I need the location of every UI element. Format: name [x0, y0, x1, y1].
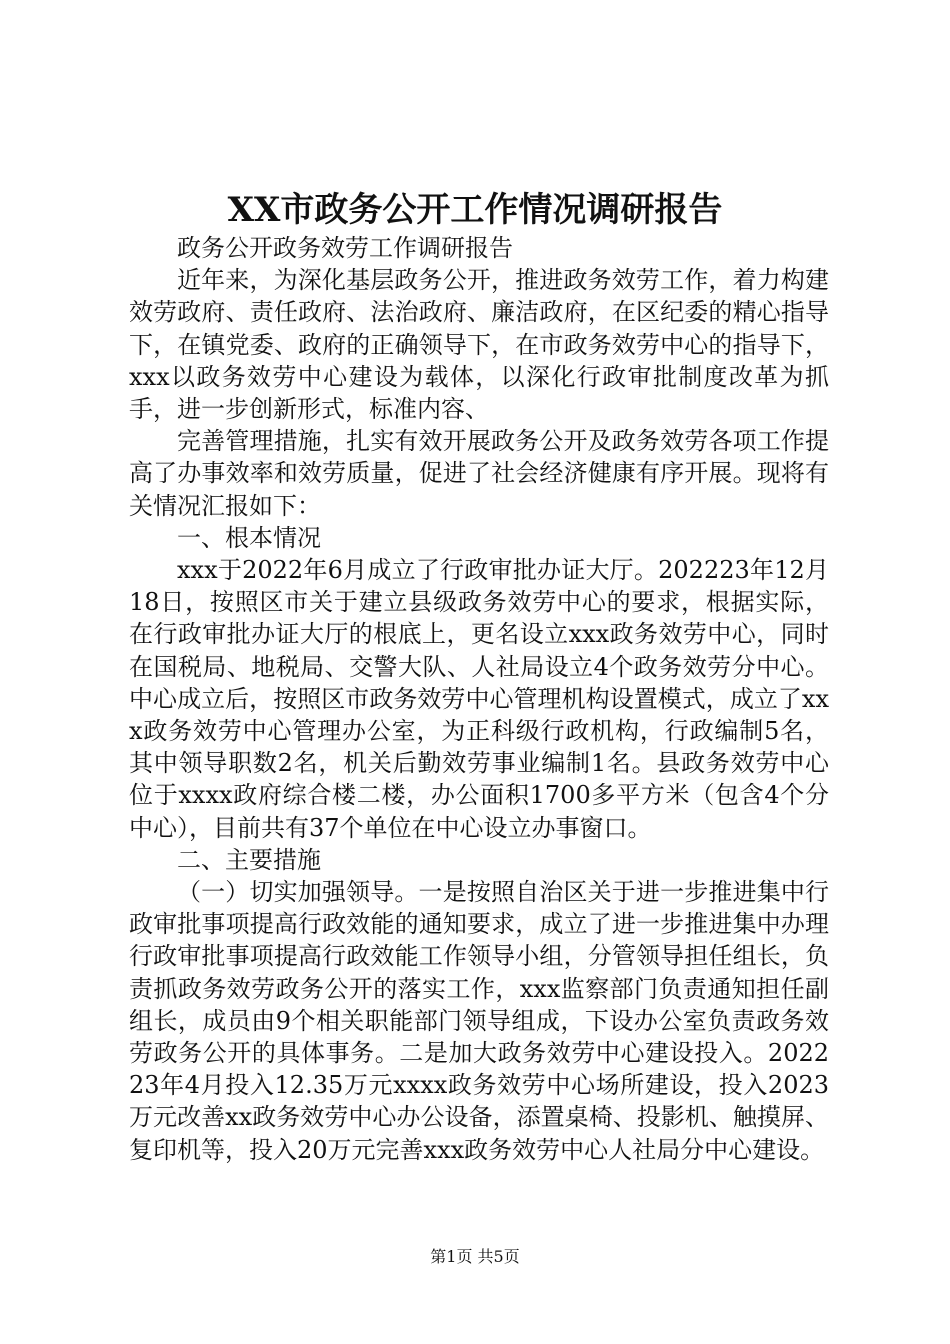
page-footer: 第1页 共5页	[430, 1247, 520, 1266]
section-heading-measures: 二、主要措施	[177, 845, 321, 874]
section-heading-basic: 一、根本情况	[177, 523, 321, 552]
paragraph-measures: （一）切实加强领导。一是按照自治区关于进一步推进集中行政审批事项提高行政效能的通知要求，成立了进一步推进集中办理行政审批事项提高行政效能工作领导小组，分管领导担任组长，负责抓政务效劳政务公开的落实工作，xxx监察部门负责通知担任副组长，成员由9个相关职能部门领导组成，下设办公室负责政务效劳政务公开的具体事务。二是加大政务效劳中心建设投入。202223年4月投入12.35万元xxxx政务效劳中心场所建设，投入2023万元改善xx政务效劳中心办公设备，添置桌椅、投影机、触摸屏、复印机等，投入20万元完善xxx政务效劳中心人社局分中心建设。	[129, 878, 829, 1164]
paragraph-basic-situation: xxx于2022年6月成立了行政审批办证大厅。202223年12月18日，按照区市关于建立县级政务效劳中心的要求，根据实际，在行政审批办证大厅的根底上，更名设立xxx政务效劳中心，同时在国税局、地税局、交警大队、人社局设立4个政务效劳分中心。中心成立后，按照区市政务效劳中心管理机构设置模式，成立了xxx政务效劳中心管理办公室，为正科级行政机构，行政编制5名，其中领导职数2名，机关后勤效劳事业编制1名。县政务效劳中心位于xxxx政府综合楼二楼，办公面积1700多平方米（包含4个分中心），目前共有37个单位在中心设立办事窗口。	[129, 556, 829, 842]
paragraph-intro: 近年来，为深化基层政务公开，推进政务效劳工作，着力构建效劳政府、责任政府、法治政府、廉洁政府，在区纪委的精心指导下，在镇党委、政府的正确领导下，在市政务效劳中心的指导下，xxx以政务效劳中心建设为载体，以深化行政审批制度改革为抓手，进一步创新形式，标准内容、	[129, 266, 829, 424]
document-title: XX市政务公开工作情况调研报告	[227, 190, 723, 230]
paragraph-intro-continued: 完善管理措施，扎实有效开展政务公开及政务效劳各项工作提高了办事效率和效劳质量，促进了社会经济健康有序开展。现将有关情况汇报如下：	[129, 427, 829, 520]
paragraph-subtitle: 政务公开政务效劳工作调研报告	[177, 234, 513, 262]
document-body	[129, 232, 829, 1166]
